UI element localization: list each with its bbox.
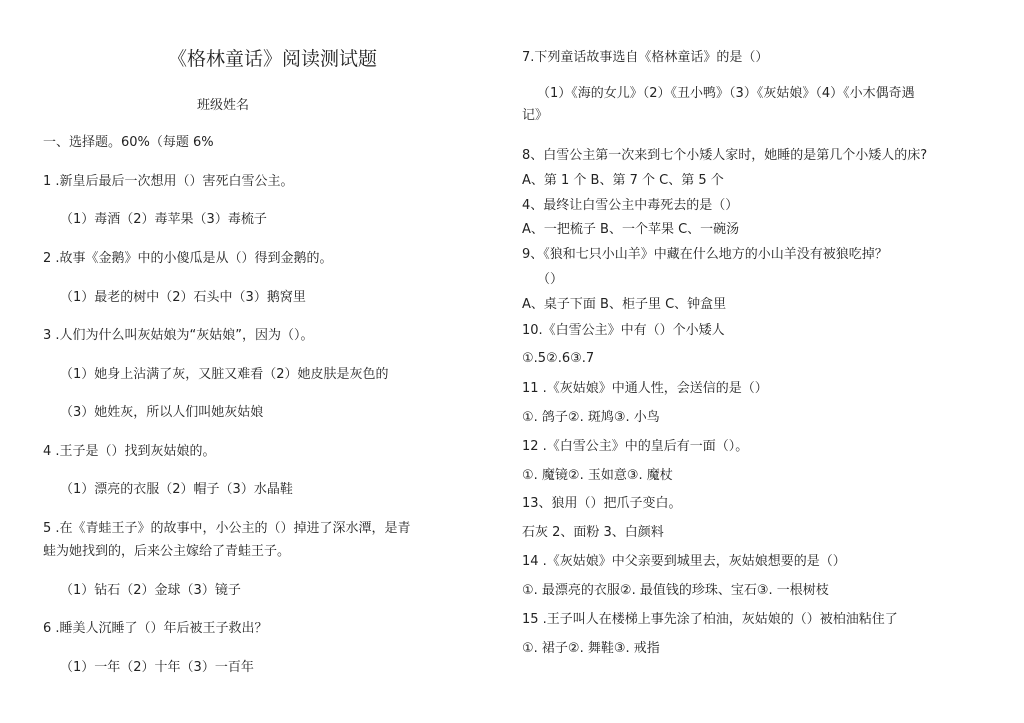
answer-options: ①.5②.6③.7 <box>522 351 595 366</box>
answer-options: 记》 <box>522 108 549 123</box>
answer-options: （1）《海的女儿》（2）《丑小鸭》（3）《灰姑娘》（4）《小木偶奇遇 <box>537 86 915 101</box>
question-line: 1 .新皇后最后一次想用（）害死白雪公主。 <box>43 174 294 189</box>
answer-options: （1）钻石（2）金球（3）镜子 <box>60 583 241 598</box>
answer-options: （1）毒酒（2）毒苹果（3）毒梳子 <box>60 212 267 227</box>
answer-options: 石灰 2、面粉 3、白颜料 <box>522 525 664 540</box>
question-line: 蛙为她找到的，后来公主嫁给了青蛙王子。 <box>43 544 291 559</box>
question-line: 3 .人们为什么叫灰姑娘为“灰姑娘”，因为（）。 <box>43 328 314 343</box>
answer-options: （1）最老的树中（2）石头中（3）鹅窝里 <box>60 290 306 305</box>
question-line: 9、《狼和七只小山羊》中藏在什么地方的小山羊没有被狼吃掉？ <box>522 247 888 262</box>
page-title: 《格林童话》阅读测试题 <box>168 48 378 70</box>
question-line: 10.《白雪公主》中有（）个小矮人 <box>522 323 725 338</box>
question-line: 4、最终让白雪公主中毒死去的是（） <box>522 198 739 213</box>
answer-options: ①. 最漂亮的衣服②. 最值钱的珍珠、宝石③. 一根树枝 <box>522 583 829 598</box>
question-line: 12 .《白雪公主》中的皇后有一面（）。 <box>522 439 749 454</box>
answer-options: A、桌子下面 B、柜子里 C、钟盒里 <box>522 297 727 312</box>
question-line: 14 .《灰姑娘》中父亲要到城里去，灰姑娘想要的是（） <box>522 554 846 569</box>
answer-options: ①. 魔镜②. 玉如意③. 魔杖 <box>522 468 673 483</box>
question-line: 13、狼用（）把爪子变白。 <box>522 496 682 511</box>
question-line: 8、白雪公主第一次来到七个小矮人家时，她睡的是第几个小矮人的床? <box>522 148 928 163</box>
class-name-label: 班级姓名 <box>197 98 250 113</box>
question-line: 11 .《灰姑娘》中通人性，会送信的是（） <box>522 381 768 396</box>
answer-options: ①. 裙子②. 舞鞋③. 戒指 <box>522 641 660 656</box>
question-line: 6 .睡美人沉睡了（）年后被王子救出？ <box>43 621 268 636</box>
question-line: 4 .王子是（）找到灰姑娘的。 <box>43 444 216 459</box>
answer-options: A、一把梳子 B、一个苹果 C、一碗汤 <box>522 222 740 237</box>
answer-options: （1）一年（2）十年（3）一百年 <box>60 660 254 675</box>
answer-options: A、第 1 个 B、第 7 个 C、第 5 个 <box>522 173 724 188</box>
question-line: （） <box>537 272 564 287</box>
answer-options: （3）她姓灰，所以人们叫她灰姑娘 <box>60 405 264 420</box>
section-heading: 一、选择题。60%（每题 6% <box>43 135 214 150</box>
question-line: 5 .在《青蛙王子》的故事中，小公主的（）掉进了深水潭，是青 <box>43 521 411 536</box>
question-line: 7.下列童话故事选自《格林童话》的是（） <box>522 50 769 65</box>
answer-options: （1）她身上沾满了灰，又脏又难看（2）她皮肤是灰色的 <box>60 367 389 382</box>
question-line: 15 .王子叫人在楼梯上事先涂了柏油，灰姑娘的（）被柏油粘住了 <box>522 612 898 627</box>
question-line: 2 .故事《金鹅》中的小傻瓜是从（）得到金鹅的。 <box>43 251 333 266</box>
answer-options: ①. 鸽子②. 斑鸠③. 小鸟 <box>522 410 660 425</box>
answer-options: （1）漂亮的衣服（2）帽子（3）水晶鞋 <box>60 482 293 497</box>
